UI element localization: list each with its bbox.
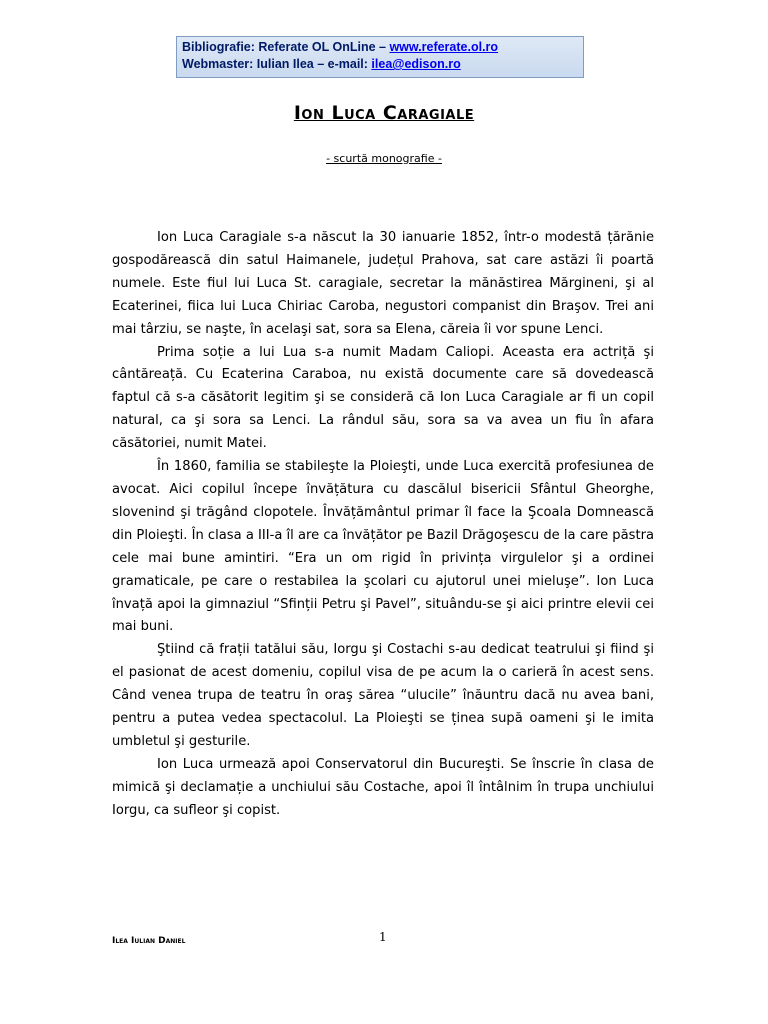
document-body xyxy=(112,227,654,823)
document-title: Ion Luca Caragiale xyxy=(293,102,475,124)
paragraph: Ion Luca urmează apoi Conservatorul din Bucureşti. Se înscrie în clasa de mimică şi declamație a unchiului său Costache, apoi îl întâlnim în trupa unchiului Iorgu, ca sufleor şi copist. xyxy=(112,756,654,818)
footer-author: Ilea Iulian Daniel xyxy=(112,936,186,946)
paragraph: Ion Luca Caragiale s-a născut la 30 ianuarie 1852, într-o modestă țărănie gospodărească din satul Haimanele, județul Prahova, sat care astăzi îi poartă numele. Este fiul lui Luca St. caragiale, secretar la mănăstirea Mărgineni, şi al Ecaterinei, fiica lui Luca Chiriac Caroba, negustori companist din Braşov. Trei ani mai târziu, se naşte, în acelaşi sat, sora sa Elena, căreia îi vor spune Lenci. xyxy=(112,230,654,337)
header-line-1-label: Bibliografie: Referate OL OnLine – xyxy=(182,40,390,54)
paragraph: În 1860, familia se stabileşte la Ploieşti, unde Luca exercită profesiunea de avocat. Aici copilul începe învățătura cu dascălul bisericii Sfântul Gheorghe, slovenind şi trăgând clopotele. Învățământul primar îl face la Şcoala Domnească din Ploieşti. În clasa a III-a îl are ca învățător pe Bazil Drăgoşescu de la care păstra cele mai bune amintiri. “Era un om rigid în privința virgulelor şi a ordinei gramaticale, pe care o restabilea la şcolari cu ajutorul unei mieluşe”. Ion Luca învață apoi la gimnaziul “Sfinții Petru şi Pavel”, situându-se şi aici printre elevii cei mai buni. xyxy=(112,459,654,635)
email-link[interactable]: ilea@edison.ro xyxy=(371,57,461,71)
website-link[interactable]: www.referate.ol.ro xyxy=(389,40,499,54)
page-number: 1 xyxy=(379,930,387,944)
paragraph: Ştiind că frații tatălui său, Iorgu şi Costachi s-au dedicat teatrului şi fiind şi el pasionat de acest domeniu, copilul visa de pe acum la o carieră în acest sens. Când venea trupa de teatru în oraş sărea “ulucile” înăuntru dacă nu avea bani, pentru a putea vedea spectacolul. La Ploieşti se ținea supă oameni şi le imita umbletul şi gesturile. xyxy=(112,642,654,749)
paragraph: Prima soție a lui Lua s-a numit Madam Caliopi. Aceasta era actriță şi cântăreață. Cu Ecaterina Caraboa, nu există documente care să dovedească faptul că s-a căsătorit legitim şi se consideră că Ion Luca Caragiale ar fi un copil natural, ca şi sora sa Lenci. La rândul său, sora sa va avea un fiu în afara căsătoriei, numit Matei. xyxy=(112,344,654,452)
header-line-1 xyxy=(182,39,578,56)
header-line-2 xyxy=(182,56,578,73)
document-subtitle: - scurtă monografie - xyxy=(326,152,442,165)
bibliography-header xyxy=(176,36,584,78)
header-line-2-label: Webmaster: Iulian Ilea – e-mail: xyxy=(182,57,372,71)
